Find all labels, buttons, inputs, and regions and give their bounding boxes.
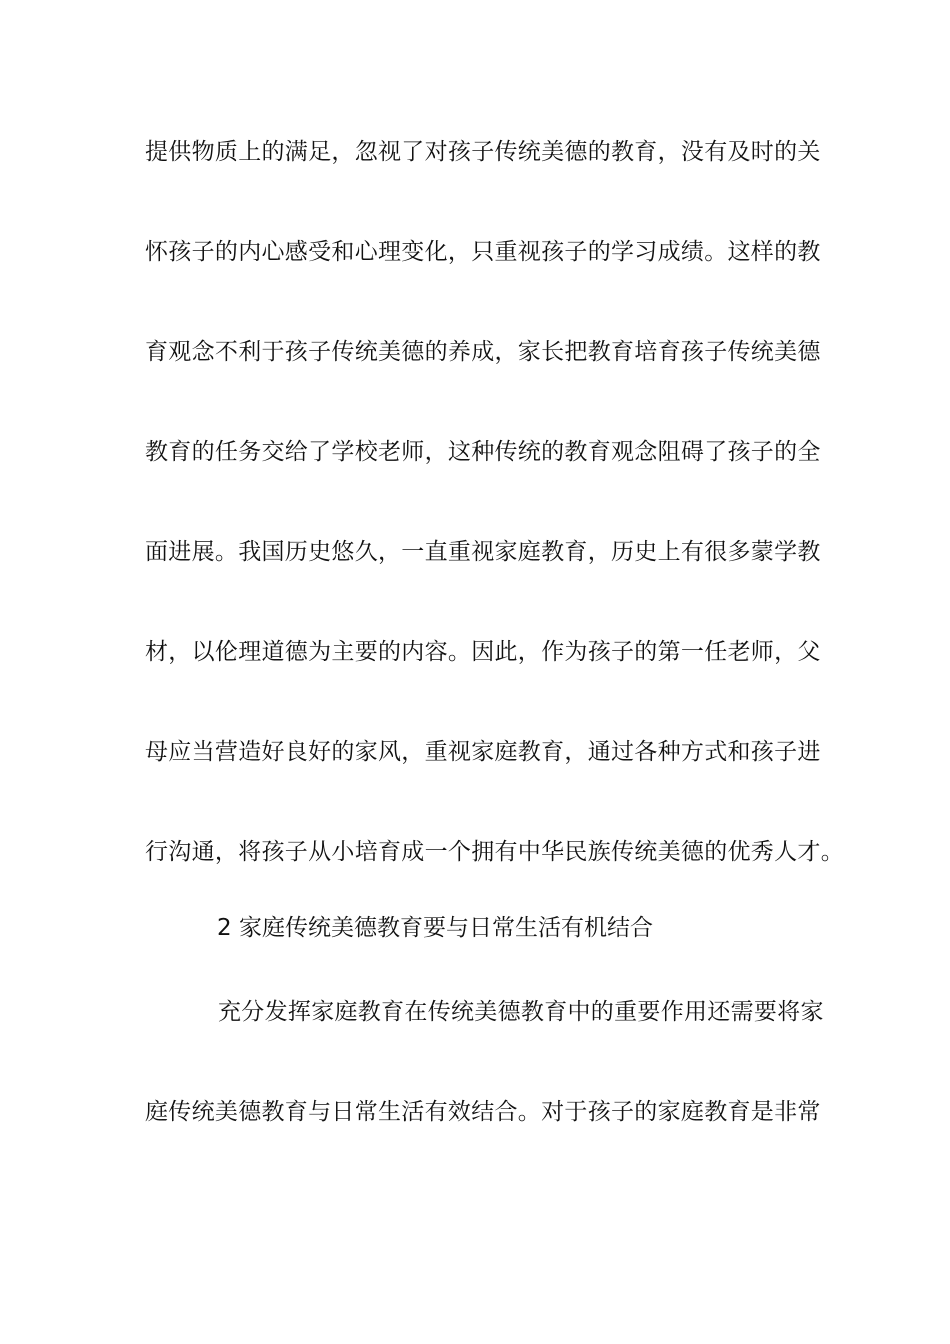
text-line: 提供物质上的满足，忽视了对孩子传统美德的教育，没有及时的关: [145, 139, 821, 165]
text-line: 材，以伦理道德为主要的内容。因此，作为孩子的第一任老师，父: [145, 639, 821, 665]
section-heading: 2 家庭传统美德教育要与日常生活有机结合: [217, 915, 653, 941]
text-line: 面进展。我国历史悠久，一直重视家庭教育，历史上有很多蒙学教: [145, 539, 821, 565]
text-line: 教育的任务交给了学校老师，这种传统的教育观念阻碍了孩子的全: [145, 439, 821, 465]
text-line: 庭传统美德教育与日常生活有效结合。对于孩子的家庭教育是非常: [145, 1099, 821, 1125]
text-line: 母应当营造好良好的家风，重视家庭教育，通过各种方式和孩子进: [145, 739, 821, 765]
text-line: 充分发挥家庭教育在传统美德教育中的重要作用还需要将家: [218, 999, 824, 1025]
text-line: 怀孩子的内心感受和心理变化，只重视孩子的学习成绩。这样的教: [145, 239, 821, 265]
text-line: 育观念不利于孩子传统美德的养成，家长把教育培育孩子传统美德: [145, 339, 821, 365]
text-line: 行沟通，将孩子从小培育成一个拥有中华民族传统美德的优秀人才。: [145, 839, 844, 865]
